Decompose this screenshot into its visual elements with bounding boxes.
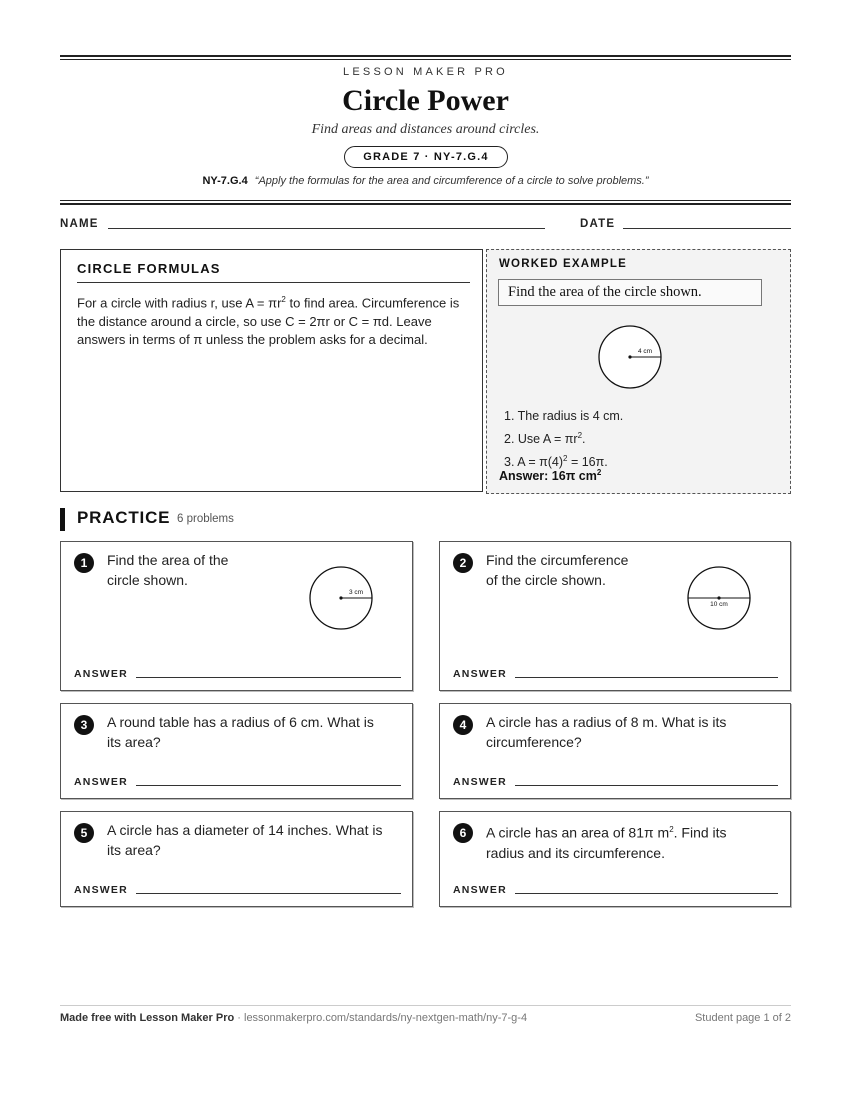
answer-field[interactable] — [515, 785, 778, 786]
answer-field[interactable] — [136, 677, 401, 678]
problem-number: 5 — [74, 823, 94, 843]
answer-label: ANSWER — [74, 668, 128, 680]
answer-field[interactable] — [136, 785, 401, 786]
problem-text: A circle has an area of 81π $m^2$. Find its radius and its circumference. — [486, 824, 727, 861]
figure-radius-label: 4 cm — [637, 348, 653, 355]
problem-card — [60, 703, 413, 799]
answer-label: ANSWER — [453, 668, 507, 680]
problem-number: 2 — [453, 553, 473, 573]
standard-text: “Apply the formulas for the area and circumference of a circle to solve problems.” — [254, 175, 649, 187]
step-1: 1. The radius is 4 cm. — [504, 409, 624, 423]
problem-number: 3 — [74, 715, 94, 735]
footer-made-with: Made free with Lesson Maker Pro — [60, 1012, 235, 1024]
header-bottom-rule-thick — [60, 203, 791, 205]
figure-diameter-label: 10 cm — [710, 601, 728, 608]
page-title: Circle Power — [342, 84, 509, 117]
practice-title: PRACTICE — [77, 508, 171, 527]
answer-field[interactable] — [515, 893, 778, 894]
header-bottom-rule — [60, 200, 791, 201]
problem-number: 4 — [453, 715, 473, 735]
problem-text: A round table has a radius of 6 cm. What is its area? — [107, 714, 374, 750]
footer-url[interactable]: lessonmakerpro.com/standards/ny-nextgen-math/ny-7-g-4 — [244, 1012, 528, 1024]
answer-field[interactable] — [515, 677, 778, 678]
problem-card — [439, 703, 791, 799]
formulas-title: CIRCLE FORMULAS — [77, 261, 221, 276]
footer-page-number: Student page 1 of 2 — [694, 1012, 791, 1024]
footer-rule — [60, 1005, 791, 1006]
answer-label: ANSWER — [74, 776, 128, 788]
problem-text: Find the area of the circle shown. — [107, 552, 229, 588]
standard-code: NY-7.G.4 — [202, 175, 248, 187]
answer-label: ANSWER — [74, 884, 128, 896]
footer-credit: Made free with Lesson Maker Pro · lessonmakerpro.com/standards/ny-nextgen-math/ny-7-g-4 — [60, 1012, 528, 1024]
standard-line — [60, 175, 791, 187]
problem-card — [60, 541, 413, 691]
date-field[interactable] — [623, 228, 791, 229]
problem-number: 6 — [453, 823, 473, 843]
worked-example-box — [486, 249, 791, 494]
page-subtitle: Find areas and distances around circles. — [311, 122, 540, 137]
worked-example-prompt: Find the area of the circle shown. — [498, 279, 762, 306]
name-label: NAME — [60, 218, 99, 230]
top-rule — [60, 55, 791, 57]
date-label: DATE — [580, 218, 616, 230]
step-2: 2. Use $A = \pi r^2$. — [504, 431, 586, 447]
formulas-box — [60, 249, 483, 492]
answer-label: ANSWER — [453, 884, 507, 896]
answer-label: ANSWER — [453, 776, 507, 788]
problem-text: A circle has a diameter of 14 inches. What is its area? — [107, 822, 383, 858]
brand-name: LESSON MAKER PRO — [343, 66, 508, 78]
practice-count: 6 problems — [177, 513, 234, 525]
worksheet-page — [60, 0, 791, 1100]
circle-radius-figure — [597, 323, 663, 389]
formulas-text: For a circle with radius r, use $A = \pi r^2$ to find area. Circumference is the distance around a circle, so use C = 2πr or C = πd. Leave answers in terms of π unless the problem asks for a decimal. — [77, 295, 460, 348]
circle-radius-figure — [308, 565, 374, 631]
formulas-rule — [77, 282, 470, 283]
practice-marker — [60, 508, 65, 531]
problem-text: A circle has a radius of 8 m. What is its circumference? — [486, 714, 727, 750]
problem-text: Find the circumference of the circle shown. — [486, 552, 629, 588]
worked-example-answer: Answer: 16π $cm^2$ — [499, 468, 602, 484]
worked-example-title: WORKED EXAMPLE — [499, 258, 627, 270]
problem-card — [439, 811, 791, 907]
problem-card — [60, 811, 413, 907]
step-3: 3. $A = \pi(4)^2 = 16\pi$. — [504, 454, 608, 470]
worked-example-steps — [504, 407, 623, 472]
problem-card — [439, 541, 791, 691]
figure-radius-label: 3 cm — [348, 589, 364, 596]
problem-number: 1 — [74, 553, 94, 573]
top-rule-thin — [60, 59, 791, 60]
answer-field[interactable] — [136, 893, 401, 894]
name-field[interactable] — [108, 228, 545, 229]
grade-badge: GRADE 7 · NY-7.G.4 — [344, 146, 508, 168]
circle-diameter-figure — [686, 565, 752, 631]
